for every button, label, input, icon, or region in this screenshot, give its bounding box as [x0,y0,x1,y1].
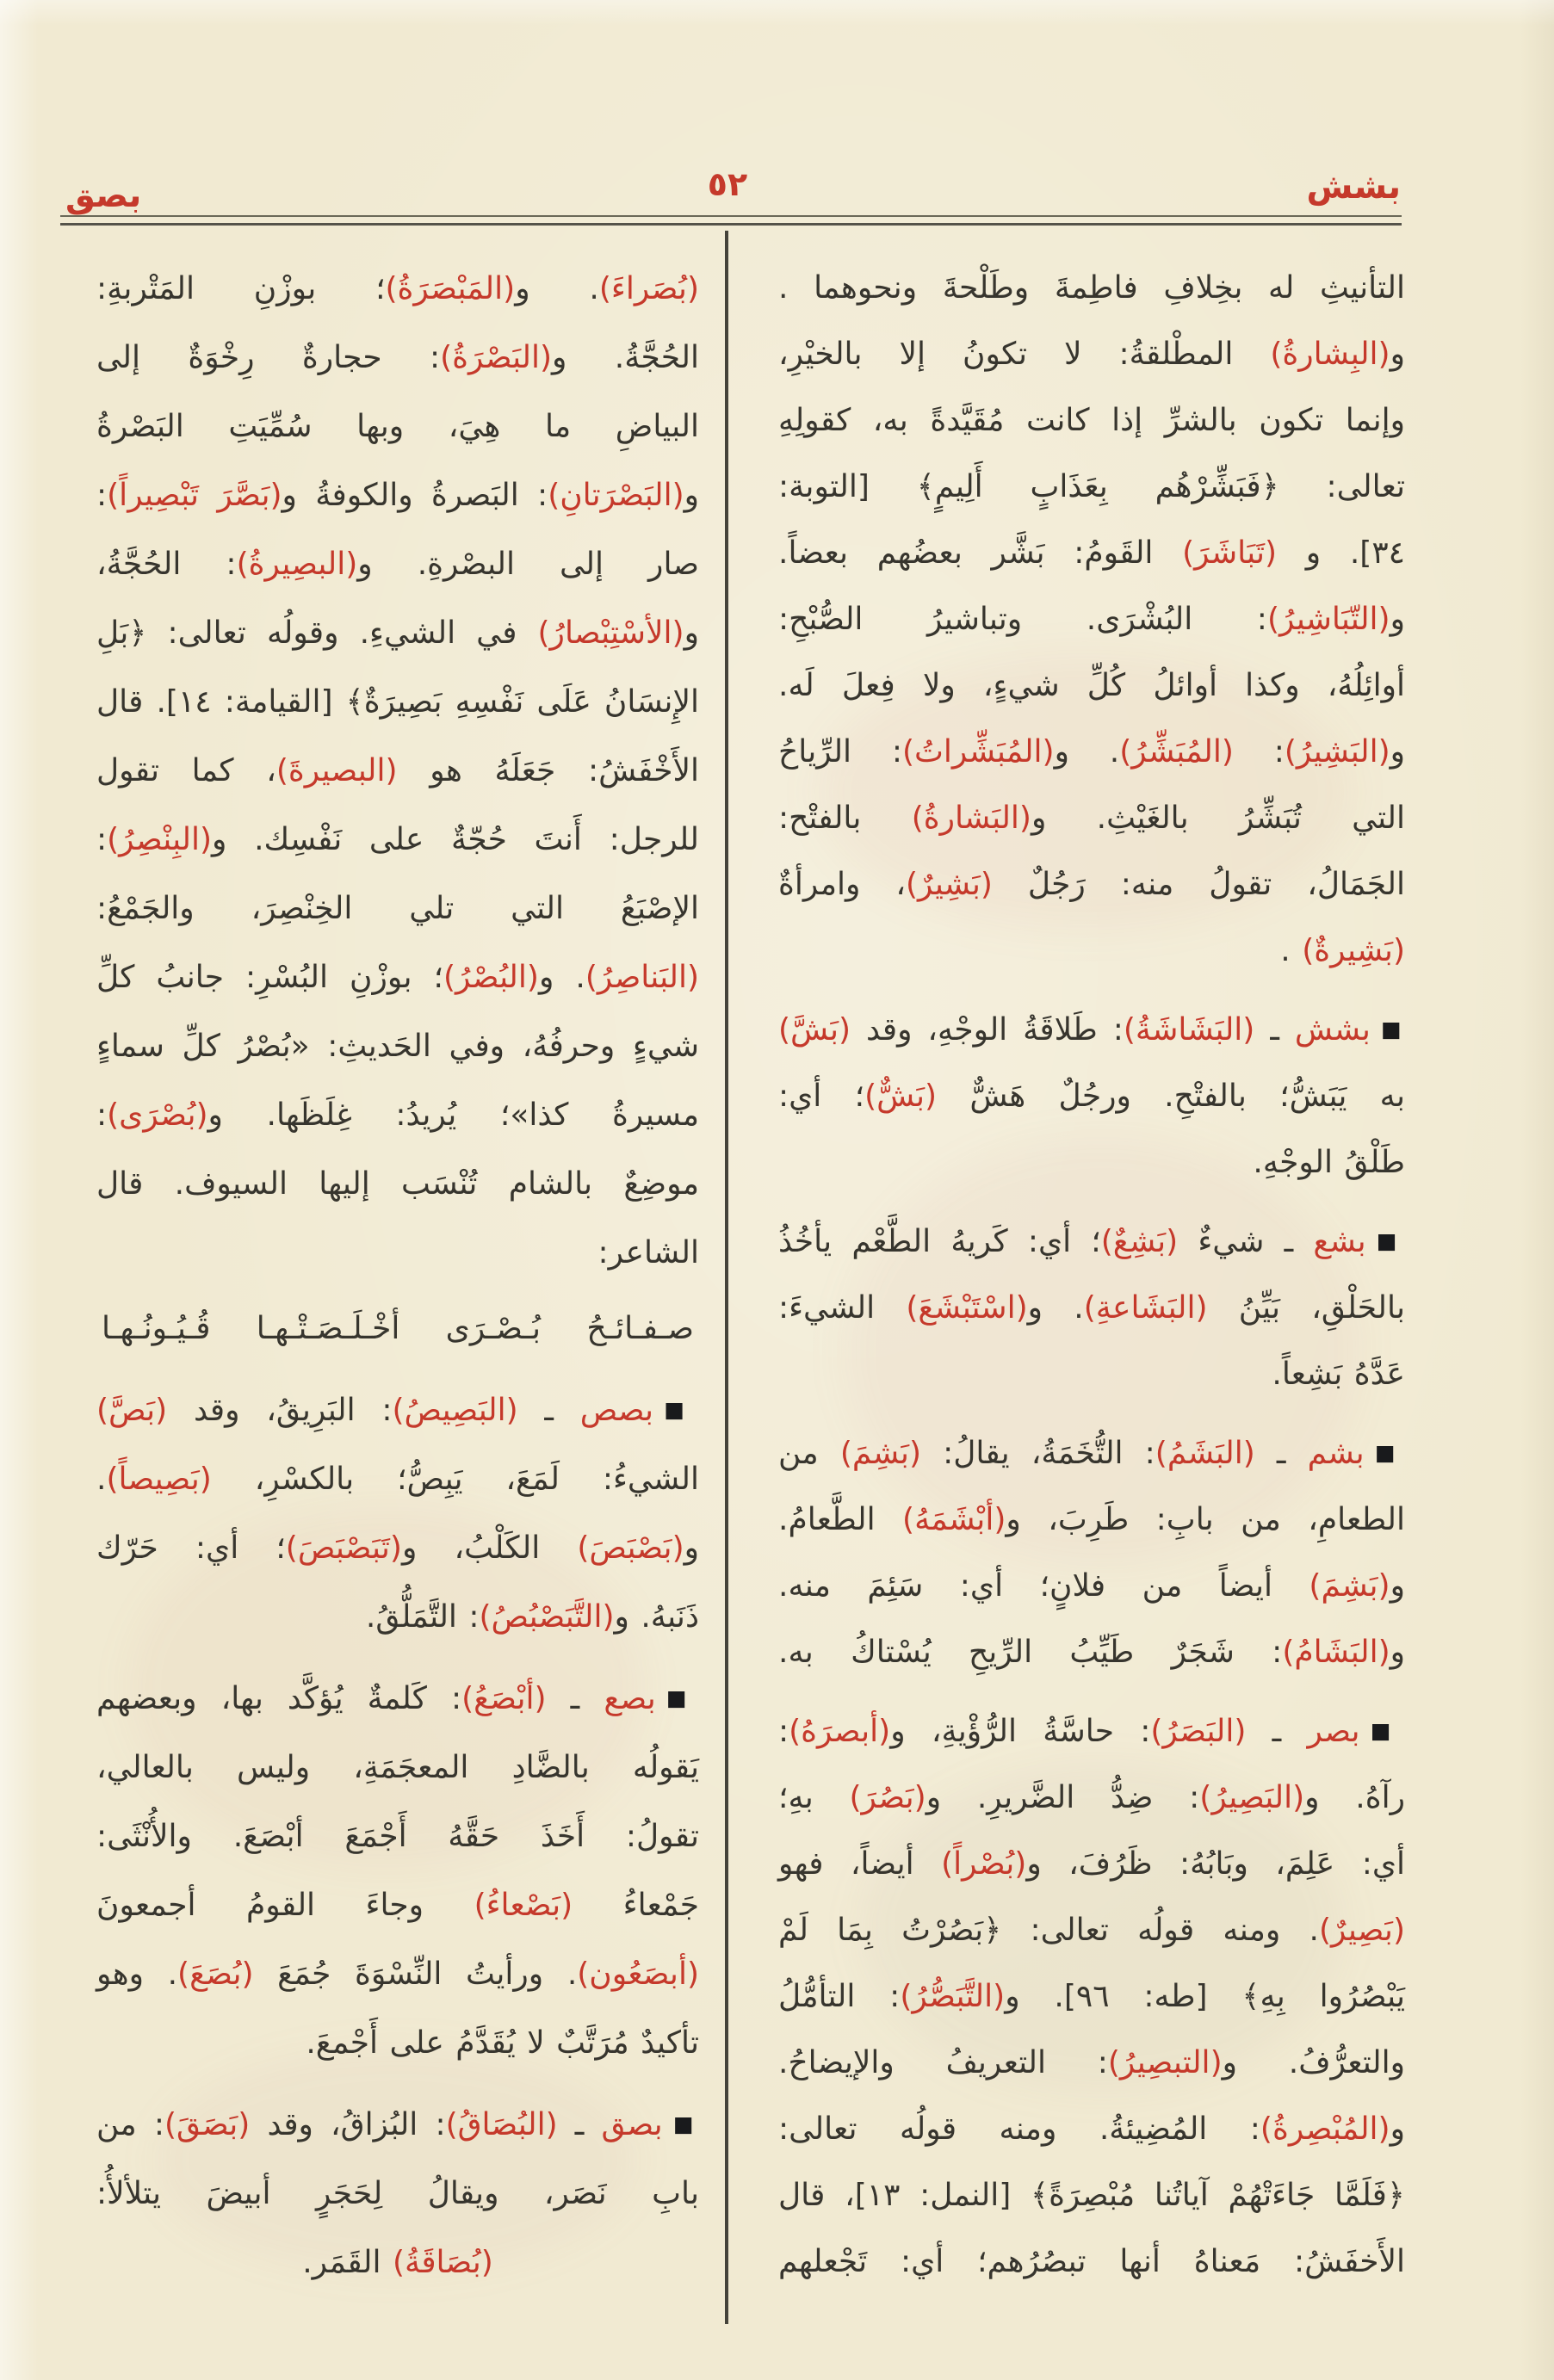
body-text: : البَصرةُ والكوفةُ و [282,478,548,513]
text-line [96,461,699,530]
headword: (بَصْعاءُ) [474,1888,573,1923]
body-text: : التُّخَمَةُ، يقالُ: [921,1436,1155,1471]
body-text: . ورأيتُ النِّسْوَةَ جُمَعَ [253,1957,578,1992]
headword: (بَصْبَصَ) [577,1530,684,1566]
running-head-first-root: بشش [1306,168,1401,207]
body-text: و [1390,337,1405,372]
body-text: شيءٍ وحرفُهُ، وفي الحَديثِ: «بُصْرُ كلِّ سماءٍ [96,1029,699,1064]
text-line [96,599,699,668]
text-line [96,1219,699,1288]
body-text: القَمَر. [302,2245,393,2280]
text-line [778,1963,1405,2030]
headword: (البَشَاشَةُ) [1123,1012,1255,1048]
headword: (أبْصَعُ) [461,1681,547,1716]
headword: (البَصَرُ) [1150,1714,1247,1749]
body-text: الطَّعامُ. [778,1502,903,1537]
body-text: : حاسَّةُ الرُّؤْيةِ، و [890,1714,1151,1749]
body-text: يَبْصُرُوا بِهِ﴾ [طه: ٩٦]. و [1005,1979,1405,2014]
body-text: جَمْعاءُ [573,1888,699,1923]
body-text: صار إلى البصْرةِ. و [357,547,699,582]
text-line [96,1583,699,1652]
text-line [96,1871,699,1940]
body-text: صـفـائـحُ بُـصْـرَى أخْـلَـصَـتْـهـا قُـيُـونُـهـا [102,1311,694,1346]
body-text: : حجارةٌ رِخْوَةٌ إلى [96,340,441,375]
body-text: و [1390,1635,1405,1670]
header-rule [60,215,1402,226]
text-line [96,1081,699,1150]
body-text: أيضاً من فلانٍ؛ أي: سَئِمَ منه. [778,1568,1309,1604]
headword: (بُصَاقَةُ) [392,2245,493,2280]
text-line [96,1802,699,1871]
text-line [778,520,1405,586]
body-text: ـ [517,1393,580,1428]
headword: (البَصِيرُ) [1199,1780,1305,1815]
body-text: : [1233,734,1285,770]
text-line [96,393,699,461]
text-line [96,1445,699,1514]
column-left [96,255,699,2297]
entry-square-bullet-icon: ■ [1370,1718,1406,1743]
body-text: أي: عَلِمَ، وبَابُهُ: ظَرُفَ، و [1026,1846,1405,1882]
body-text: الأَخْفَشُ: جَعَلَهُ هو [397,753,699,788]
body-text: ؛ أي: [778,1079,865,1114]
body-text: : البُشْرَى. وتباشيرُ الصُّبْحِ: [778,602,1267,637]
body-text: : [96,822,108,857]
body-text: بالفتْح: [778,801,912,836]
body-text: للرجل: أَنتَ حُجّةٌ على نَفْسِك. و [212,822,699,857]
headword: (الأسْتِبْصارُ) [537,615,684,651]
headword: (بَشَّ) [778,1012,851,1048]
headword: (البِشارةُ) [1270,337,1390,372]
body-text: . [96,1462,107,1497]
headword: بصع [604,1681,656,1716]
body-text: أوائِلُهُ، وكذا أوائلُ كُلِّ شيءٍ، ولا فِعلَ لَه. [778,668,1405,703]
column-right [778,255,1405,2295]
body-text: الشاعر: [597,1235,699,1270]
headword: (التّبَاشِيرُ) [1266,602,1390,637]
body-text: تعالى: ﴿فَبَشِّرْهُم بِعَذَابٍ أَلِيمٍ﴾ [التوبة: [778,469,1405,504]
body-text: ٣٤]. و [1277,535,1405,571]
headword: بشش [1294,1012,1371,1048]
headword: (البَشارةُ) [911,801,1031,836]
text-line [96,943,699,1012]
headword: (المُبْصِرةُ) [1260,2111,1390,2147]
text-line [96,2009,699,2078]
body-text: أيضاً، فهو [778,1846,942,1882]
text-line [96,1150,699,1219]
body-text: : [96,478,108,513]
body-text: : من [96,2107,164,2142]
headword: (البَشَاعةِ) [1083,1290,1208,1326]
text-line [96,1012,699,1081]
headword: (البَناصِرُ) [585,960,699,995]
column-divider-rule [725,231,728,2324]
body-text: الطعامِ، من بابِ: طَرِبَ، و [1006,1502,1406,1537]
body-text: . و [1027,1290,1084,1326]
headword: (بَصَّرَ تَبْصِيراً) [107,478,282,513]
headword: (المُبَشِّراتُ) [901,734,1055,770]
headword: (بَصَّ) [96,1393,168,1428]
text-line [778,851,1405,918]
headword: (تَبَاشَرَ) [1182,535,1278,571]
body-text: : البَرِيقُ، وقد [167,1393,393,1428]
headword: (البَشِيرُ) [1284,734,1390,770]
headword: (أبْشَمَهُ) [902,1502,1006,1537]
body-text: بهِ؛ [778,1780,850,1815]
text-line [778,255,1405,321]
body-text: ـ [1246,1714,1308,1749]
body-text: مسيرةُ كذا»؛ يُريدُ: غِلَظَها. و [207,1097,699,1133]
text-line [96,530,699,599]
body-text: من [778,1436,840,1471]
headword: (بَشِمَ) [1309,1568,1390,1604]
text-line [778,652,1405,719]
text-line [778,1275,1405,1341]
body-text: : التعريفُ والإيضاحُ. [778,2045,1108,2080]
body-text: به يَبَشُّ؛ بالفتْحِ. ورجُلٌ هَشٌّ [937,1079,1406,1114]
headword: بشم [1307,1436,1365,1471]
body-text: : ضِدُّ الضَّريرِ. و [926,1780,1200,1815]
body-text: . ومنه قولُه تعالى: ﴿بَصُرْتُ بِمَا لَمْ [778,1913,1319,1948]
headword: (التبصِيرُ) [1107,2045,1223,2080]
headword: (البَشَامُ) [1282,1635,1390,1670]
body-text: ؛ بوزْنِ المَتْربةِ: [96,271,386,306]
headword: (البصِيرةُ) [236,547,358,582]
text-line [778,2096,1405,2162]
headword: (المُبَشِّرُ) [1119,734,1234,770]
text-line [778,321,1405,387]
entry-square-bullet-icon: ■ [1376,1228,1405,1253]
body-text: وجاءَ القومُ أجمعونَ [96,1888,474,1923]
body-text: طَلْقُ الوجْهِ. [1253,1145,1405,1180]
body-text: ؛ أي: حَرّك [96,1530,286,1566]
text-line [778,1129,1405,1196]
entry-line [778,1208,1405,1275]
headword: (بُصْراً) [941,1846,1027,1882]
body-text: الأَخفَشُ: مَعناهُ أنها تبصُرُهم؛ أي: تَجْعلهم [778,2244,1405,2279]
entry-line [96,1375,699,1445]
headword: (أبصَعُون) [577,1957,699,1992]
headword: بشع [1313,1224,1366,1259]
body-text: و [1390,602,1405,637]
headword: (البصيرةَ) [276,753,398,788]
body-text: . و [1054,734,1120,770]
text-line [778,1765,1405,1831]
headword: (البَصْرَةُ) [440,340,552,375]
text-line [778,1553,1405,1619]
headword: (بَصُرَ) [849,1780,926,1815]
text-line [778,1897,1405,1963]
body-text: القَومُ: بَشَّر بعضُهم بعضاً. [778,535,1183,571]
text-line [778,1341,1405,1407]
text-line [778,2229,1405,2295]
entry-square-bullet-icon: ■ [666,1685,700,1710]
body-text: ـ [1254,1436,1308,1471]
body-text: و [1390,1568,1405,1604]
body-text: . وهو [96,1957,178,1992]
text-line [778,1063,1405,1129]
body-text: . [1280,933,1303,968]
body-text: : البُزاقُ، وقد [250,2107,446,2142]
headword: (بَصَقَ) [164,2107,251,2142]
text-line [96,2229,699,2297]
headword: بصص [579,1393,654,1428]
body-text: : التأمُّلُ [778,1979,901,2014]
entry-square-bullet-icon: ■ [664,1397,700,1422]
text-line [778,719,1405,785]
headword: بصق [601,2107,663,2142]
body-text: تأكيدٌ مُرَتَّبٌ لا يُقَدَّمُ على أَجْمعَ. [306,2025,699,2061]
headword: (بَشِعٌ) [1100,1224,1179,1259]
body-text: . و [515,271,599,306]
poetry-line [96,1295,699,1363]
body-text: البياضِ ما هِيَ، وبها سُمِّيَتِ البَصْرةُ [96,409,699,444]
headword: (بُصَراءَ) [598,271,699,306]
headword: (البُصْرُ) [443,960,539,995]
text-line [778,1487,1405,1553]
body-text: ـ شيءٌ [1178,1224,1314,1259]
body-text: : طَلاقَةُ الوجْهِ، وقد [851,1012,1124,1048]
text-line [96,668,699,737]
headword: (التَّبَصُّرُ) [900,1979,1006,2014]
body-text: ، كما تقول [96,753,276,788]
text-line [96,255,699,324]
headword: (التَّبَصْبُصُ) [479,1599,615,1635]
text-line [778,2030,1405,2096]
headword: (بَصِيرٌ) [1318,1913,1405,1948]
text-line [778,785,1405,851]
text-line [778,2162,1405,2229]
headword: (البُصَاقُ) [445,2107,558,2142]
body-text: التأنيثِ له بخِلافِ فاطِمةَ وطَلْحةَ ونحوهما . [778,270,1405,306]
body-text: والتعرُّفُ. و [1222,2045,1405,2080]
headword: (البِنْصِرُ) [107,822,213,857]
body-text: و [684,1530,699,1566]
headword: (بَشِمَ) [839,1436,921,1471]
body-text: ذَنَبهُ. و [614,1599,699,1635]
body-text: وإنما تكون بالشرِّ إذا كانت مُقَيَّدةً به، كقولِهِ [778,403,1405,438]
headword: (البَصْرَتانِ) [548,478,684,513]
text-line [778,1619,1405,1685]
page-number: ٥٢ [707,165,748,203]
text-line [778,387,1405,454]
body-text: و [684,615,699,651]
headword: (البَشَمُ) [1155,1436,1255,1471]
body-text: : [778,1714,789,1749]
entry-line [778,1697,1405,1765]
body-text: ـ [557,2107,602,2142]
body-text: رآهُ. و [1304,1780,1405,1815]
text-line [96,1940,699,2009]
text-line [96,324,699,393]
body-text: موضِعٌ بالشام تُنْسَب إليها السيوف. قال [96,1166,699,1202]
body-text: : التَّمَلُّقُ. [365,1599,480,1635]
text-line [96,737,699,806]
headword: (بَصِيصاً) [106,1462,212,1497]
body-text: تقولُ: أَخَذَ حَقَّهُ أَجْمَعَ أبْصَعَ. والأُنْثَى: [96,1819,699,1854]
body-text: بالحَلْقِ، بَيِّنُ [1207,1290,1405,1326]
body-text: . و [538,960,585,995]
headword: (بَشِيرةٌ) [1302,933,1405,968]
text-line [96,2160,699,2229]
entry-square-bullet-icon: ■ [1374,1440,1405,1465]
body-text: عَدَّهُ بَشِعاً. [1272,1357,1405,1392]
body-text: في الشيءِ. وقولُه تعالى: ﴿بَلِ [96,615,538,651]
headword: (أبصرَهُ) [789,1714,891,1749]
body-text: الشيءَ: [778,1290,907,1326]
headword: (تَبَصْبَصَ) [285,1530,402,1566]
headword: (بُصَعَ) [177,1957,254,1992]
body-text: و [684,478,700,513]
headword: (بُصْرَى) [107,1097,208,1133]
body-text: و [1390,734,1406,770]
body-text: الشيءُ: لَمَعَ، يَبِصُّ؛ بالكسْرِ، [211,1462,699,1497]
entry-line [96,1664,699,1734]
entry-line [778,996,1405,1063]
text-line [96,806,699,875]
entry-square-bullet-icon: ■ [672,2111,700,2136]
body-text: بابِ نَصَر، ويقالُ لِحَجَرٍ أبيضَ يتلألأُ: [96,2176,699,2211]
text-line [96,1514,699,1583]
text-line [96,1734,699,1802]
entry-line [96,2090,699,2160]
body-text: ؛ بوزْنِ البُسْرِ: جانبُ كلِّ [96,960,443,995]
body-text: ﴿فَلَمَّا جَاءَتْهُمْ آياتُنا مُبْصِرَةً﴾ [النمل: ١٣]، قال [778,2178,1405,2213]
body-text: : [96,1097,108,1133]
body-text: التي تُبَشِّرُ بالغَيْثِ. و [1031,801,1405,836]
headword: (بَشِيرٌ) [905,867,993,902]
body-text: الكَلْبُ، و [401,1530,578,1566]
body-text: ، وامرأةٌ [778,867,906,902]
body-text: ؛ أي: كَريهُ الطَّعْم يأخُذُ [778,1224,1101,1259]
text-line [778,1831,1405,1897]
body-text: المطْلقةُ: لا تكونُ إلا بالخيْرِ، [778,337,1271,372]
headword: (بَشٌّ) [864,1079,938,1114]
running-head-last-root: بصق [65,176,142,215]
headword: بصر [1307,1714,1360,1749]
entry-square-bullet-icon: ■ [1380,1017,1406,1042]
headword: (اسْتَبْشَعَ) [906,1290,1028,1326]
body-text: : المُضِيئةُ. ومنه قولُه تعالى: [778,2111,1260,2147]
body-text: : شَجَرٌ طَيِّبُ الرِّيحِ يُسْتاكُ به. [778,1635,1283,1670]
body-text: الجَمَالُ، تقولُ منه: رَجُلٌ [992,867,1405,902]
body-text: يَقولُه بالضَّادِ المعجَمَةِ، وليس بالعالي، [96,1750,699,1785]
text-line [778,918,1405,984]
body-text: : الرِّياحُ [778,734,902,770]
body-text: ـ [546,1681,604,1716]
body-text: الحُجَّةُ. و [552,340,699,375]
text-line [96,875,699,943]
body-text: : كَلمةٌ يُؤكَّد بها، وبعضهم [96,1681,462,1716]
body-text: : الحُجَّةُ، [96,547,237,582]
body-text: الإصْبَعُ التي تلي الخِنْصِرَ، والجَمْعُ: [96,891,699,926]
body-text: و [1390,2111,1405,2147]
text-line [778,454,1405,520]
entry-line [778,1419,1405,1487]
body-text: الإِنسَانُ عَلَى نَفْسِهِ بَصِيرَةٌ﴾ [القيامة: ١٤]. قال [96,684,699,720]
headword: (البَصِيصُ) [392,1393,518,1428]
text-line [778,586,1405,652]
headword: (المَبْصَرَةُ) [385,271,516,306]
body-text: ـ [1254,1012,1295,1048]
